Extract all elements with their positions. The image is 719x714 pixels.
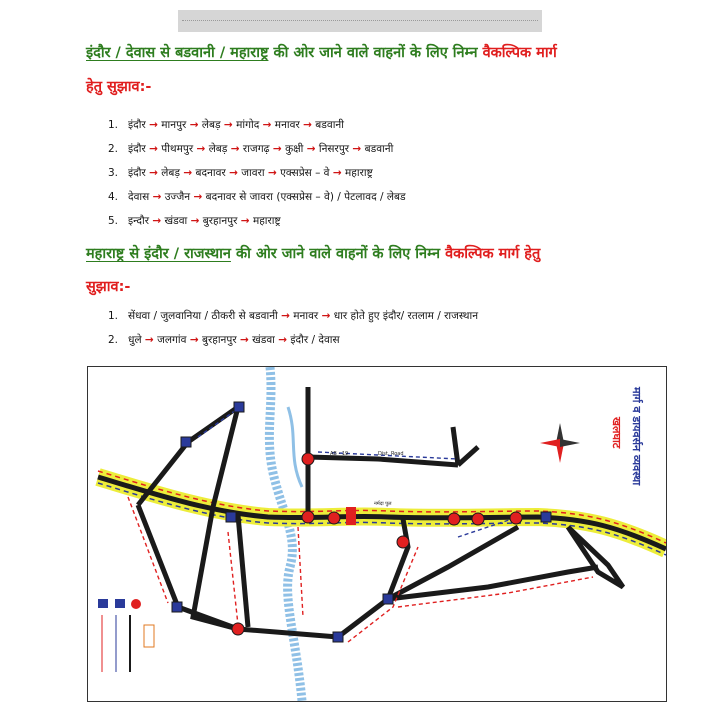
- route-stop: पीथमपुर: [161, 143, 194, 155]
- point-7: [172, 602, 182, 612]
- route-stop: महाराष्ट्र: [252, 215, 281, 227]
- route-stop: एक्सप्रेस – वे: [280, 167, 330, 179]
- river: [269, 367, 302, 701]
- route-stop: जावरा: [241, 167, 265, 179]
- arrow-icon: →: [281, 310, 290, 322]
- route-stop: बुरहानपुर: [202, 215, 238, 227]
- point-6: [333, 632, 343, 642]
- arrow-icon: →: [352, 143, 362, 155]
- route-stop: मांगोद: [236, 119, 260, 131]
- arrow-icon: →: [306, 143, 316, 155]
- heading1-highlight: वैकल्पिक मार्ग: [482, 45, 557, 61]
- route-stop: इंदौर: [128, 143, 146, 155]
- point-4: [541, 512, 551, 522]
- bridge-block: [346, 507, 356, 525]
- route-stop: मनावर: [293, 310, 319, 322]
- route-stop: बडवानी: [364, 143, 394, 155]
- route-stop: सेंधवा / जुलवानिया / ठीकरी से बडवानी: [128, 310, 278, 322]
- route-stop: मनावर: [274, 119, 300, 131]
- route-stop: महाराष्ट्र: [345, 167, 373, 179]
- road-dist-label: Dist. Road: [378, 451, 404, 457]
- map-svg: [88, 367, 666, 701]
- div-1: [228, 532, 238, 625]
- arrow-icon: →: [223, 119, 233, 131]
- route-stop: इंदौर / देवास: [290, 334, 340, 346]
- arrow-icon: →: [240, 215, 250, 227]
- div-2: [298, 527, 303, 617]
- arrow-icon: →: [144, 334, 154, 346]
- marker-2: [328, 512, 340, 524]
- map-legend: [98, 599, 154, 672]
- compass-w: [540, 439, 560, 447]
- river-2: [288, 407, 302, 487]
- heading1-origin: इंदौर / देवास से बडवानी / महाराष्ट्र: [86, 45, 269, 61]
- arrow-icon: →: [267, 167, 277, 179]
- heading2-text: की ओर जाने वाले वाहनों के लिए निम्न: [230, 246, 446, 262]
- arrow-icon: →: [230, 143, 240, 155]
- route-stop: बदनावर से जावरा (एक्सप्रेस – वे) / पेटलावद / लेबड: [205, 191, 406, 203]
- top-banner: [178, 10, 542, 32]
- compass-icon: [540, 423, 580, 463]
- heading1-suggestion: हेतु सुझाव:-: [86, 79, 152, 95]
- arrow-icon: →: [229, 167, 238, 179]
- route-number: 1.: [108, 119, 119, 131]
- marker-4: [472, 513, 484, 525]
- heading1-text: की ओर जाने वाले वाहनों के लिए निम्न: [268, 45, 483, 61]
- map-title: मार्ग व डायवर्सन व्यवस्था: [630, 387, 643, 486]
- point-1: [234, 402, 244, 412]
- legend-box-1: [98, 599, 108, 608]
- arrow-icon: →: [278, 334, 288, 346]
- arrow-icon: →: [193, 191, 203, 203]
- route-number: 2.: [108, 143, 119, 155]
- point-5: [383, 594, 393, 604]
- route-stop: बदनावर: [195, 167, 226, 179]
- route-stop: जलगांव: [157, 334, 187, 346]
- marker-1: [302, 511, 314, 523]
- route-stop: खंडवा: [252, 334, 275, 346]
- legend-circle: [131, 599, 141, 609]
- route1-item-1: [108, 118, 344, 132]
- map-district: खलघाट: [610, 417, 623, 449]
- marker-7: [232, 623, 244, 635]
- arrow-icon: →: [149, 119, 158, 131]
- heading1-line2: [86, 70, 151, 104]
- route1-item-2: [108, 142, 393, 156]
- route-stop: लेबड़: [208, 143, 228, 155]
- heading-route-to-maharashtra: [86, 36, 557, 70]
- route-number: 3.: [108, 167, 119, 179]
- route1-item-5: [108, 214, 281, 228]
- marker-6: [302, 453, 314, 465]
- route-stop: देवास: [128, 191, 150, 203]
- arrow-icon: →: [183, 167, 193, 179]
- heading2-highlight: वैकल्पिक मार्ग हेतु: [445, 246, 541, 262]
- arrow-icon: →: [332, 167, 342, 179]
- arrow-icon: →: [262, 119, 272, 131]
- marker-5: [510, 512, 522, 524]
- arrow-icon: →: [152, 191, 162, 203]
- arrow-icon: →: [196, 143, 206, 155]
- arrow-icon: →: [189, 334, 199, 346]
- arrow-icon: →: [321, 310, 331, 322]
- marker-3: [448, 513, 460, 525]
- diversion-map: [87, 366, 667, 702]
- point-2: [181, 437, 191, 447]
- route-stop: धुले: [128, 334, 142, 346]
- road-south-1: [138, 505, 238, 629]
- marker-8: [397, 536, 409, 548]
- road-ab: [308, 457, 458, 465]
- compass-e: [560, 439, 580, 447]
- road-mid: [238, 515, 248, 627]
- heading2-suggestion: सुझाव:-: [86, 279, 131, 295]
- road-ne: [453, 427, 478, 465]
- route-stop: बुरहानपुर: [201, 334, 237, 346]
- road-south-2: [338, 519, 408, 637]
- arrow-icon: →: [303, 119, 312, 131]
- route-stop: उज्जैन: [164, 191, 191, 203]
- route-stop: निसरपुर: [318, 143, 350, 155]
- heading2-origin: महाराष्ट्र से इंदौर / राजस्थान: [86, 246, 231, 262]
- route1-item-4: [108, 190, 406, 204]
- road-ab-label: AB - 19: [330, 451, 349, 457]
- heading2-line2: [86, 270, 130, 304]
- bridge-label: नर्मदा पुल: [374, 501, 392, 507]
- div-5: [128, 497, 168, 603]
- route-stop: खंडवा: [164, 215, 188, 227]
- route-stop: बडवानी: [315, 119, 344, 131]
- heading-route-from-maharashtra: [86, 237, 540, 271]
- route-number: 4.: [108, 191, 119, 203]
- arrow-icon: →: [149, 167, 158, 179]
- route-stop: इंदौर: [128, 167, 146, 179]
- route-stop: कुक्षी: [285, 143, 304, 155]
- point-3: [226, 512, 236, 522]
- route2-item-1: [108, 309, 478, 323]
- arrow-icon: →: [190, 215, 200, 227]
- route-stop: मानपुर: [161, 119, 187, 131]
- arrow-icon: →: [272, 143, 282, 155]
- arrow-icon: →: [149, 143, 158, 155]
- route-number: 2.: [108, 334, 119, 346]
- route2-item-2: [108, 333, 340, 347]
- route-stop: इंदौर: [128, 119, 146, 131]
- arrow-icon: →: [239, 334, 249, 346]
- arrow-icon: →: [152, 215, 162, 227]
- route-stop: इन्दौर: [128, 215, 149, 227]
- route-stop: लेबड़: [161, 167, 180, 179]
- arrow-icon: →: [189, 119, 199, 131]
- route-stop: लेबड़: [201, 119, 221, 131]
- route-stop: राजगढ़: [242, 143, 270, 155]
- banner-dotted-line: [182, 20, 538, 21]
- route-number: 1.: [108, 310, 119, 322]
- route-number: 5.: [108, 215, 119, 227]
- route1-item-3: [108, 166, 373, 180]
- route-stop: धार होते हुए इंदौर/ रतलाम / राजस्थान: [333, 310, 479, 322]
- legend-box-2: [115, 599, 125, 608]
- legend-orange: [144, 625, 154, 647]
